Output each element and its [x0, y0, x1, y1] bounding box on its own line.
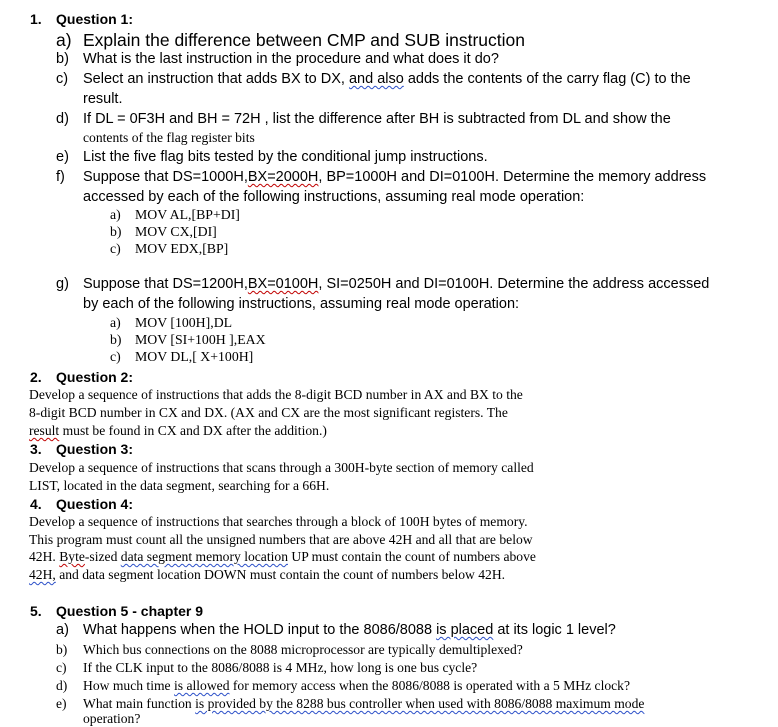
q1-f-marker: f) — [56, 169, 65, 185]
q1-e-marker: e) — [56, 149, 69, 165]
q1-f-text-marked: BX=2000H — [247, 169, 319, 185]
q1-item-f — [56, 169, 707, 185]
q2-line-1: Develop a sequence of instructions that adds the 8-digit BCD number in AX and BX to the — [29, 387, 523, 402]
q3-title: Question 3: — [56, 441, 134, 457]
q5-d-marker: d) — [56, 678, 68, 693]
q4-title: Question 4: — [56, 496, 134, 512]
q4-line-1: Develop a sequence of instructions that searches through a block of 100H bytes of memory. — [29, 514, 528, 529]
q1-c-text — [83, 71, 691, 87]
q1-g-sub-c-marker: c) — [110, 349, 121, 364]
q1-c-text-part3: adds the contents of the carry flag (C) to the — [403, 71, 691, 87]
q1-f-sub-c — [110, 241, 229, 257]
q5-item-e — [56, 696, 645, 712]
q5-e-marker: e) — [56, 696, 67, 711]
q1-f-sub-a-text: MOV AL,[BP+DI] — [135, 207, 240, 222]
q1-g-text — [83, 276, 709, 292]
q1-number: 1. — [30, 11, 42, 27]
q1-title: Question 1: — [56, 11, 134, 27]
q1-f-text-part3: , BP=1000H and DI=0100H. Determine the memory address — [318, 169, 707, 185]
q5-a-text-part1: What happens when the HOLD input to the 8086/8088 — [83, 622, 437, 638]
q1-c-text-part1: Select an instruction that adds BX to DX, — [83, 71, 349, 87]
q1-g-sub-c — [110, 349, 254, 365]
q1-g-marker: g) — [56, 276, 69, 292]
q1-c-text-marked: and also — [348, 71, 404, 87]
q4-line-3 — [29, 549, 536, 565]
q2-line-2: 8-digit BCD number in CX and DX. (AX and CX are the most significant registers. The — [29, 405, 508, 420]
q5-e-continuation: operation? — [83, 711, 141, 726]
q3-line-2: LIST, located in the data segment, searching for a 66H. — [29, 478, 330, 493]
q1-d-marker: d) — [56, 111, 69, 127]
q5-e-text — [83, 696, 644, 712]
q5-d-text-marked: is allowed — [174, 678, 230, 693]
q1-f-sub-c-marker: c) — [110, 241, 121, 256]
q1-g-sub-b — [110, 332, 266, 348]
q4-line-3-part3: -sized — [84, 549, 121, 564]
q1-e-text: List the five flag bits tested by the conditional jump instructions. — [83, 149, 488, 165]
q5-item-a — [56, 622, 616, 638]
q2-line-3-marked: result — [29, 423, 60, 438]
q1-f-sub-c-text: MOV EDX,[BP] — [135, 241, 229, 256]
q5-a-text-part3: at its logic 1 level? — [493, 622, 616, 638]
q1-c-continuation: result. — [83, 91, 123, 107]
q4-line-3-part5: UP must contain the count of numbers above — [288, 549, 536, 564]
q4-line-4-marked: 42H, — [29, 567, 56, 582]
q1-g-text-part3: , SI=0250H and DI=0100H. Determine the address accessed — [318, 276, 710, 292]
q5-c-text: If the CLK input to the 8086/8088 is 4 MHz, how long is one bus cycle? — [83, 660, 478, 675]
q5-b-marker: b) — [56, 642, 68, 657]
q1-g-sub-a-text: MOV [100H],DL — [135, 315, 233, 330]
q5-a-marker: a) — [56, 622, 69, 638]
q4-line-4 — [29, 567, 505, 583]
q2-number: 2. — [30, 369, 42, 385]
q4-line-2: This program must count all the unsigned numbers that are above 42H and all that are below — [29, 532, 533, 547]
q1-f-sub-b — [110, 224, 217, 240]
q1-b-marker: b) — [56, 51, 69, 67]
q5-a-text — [83, 622, 616, 638]
q2-line-3-rest: must be found in CX and DX after the addition.) — [59, 423, 327, 438]
q4-line-3-marked-1: Byte — [59, 549, 85, 564]
q1-g-sub-c-text: MOV DL,[ X+100H] — [135, 349, 254, 364]
q1-g-text-marked: BX=0100H — [247, 276, 319, 292]
q5-heading — [30, 603, 204, 619]
q1-g-sub-b-text: MOV [SI+100H ],EAX — [135, 332, 266, 347]
q5-d-text-part1: How much time — [83, 678, 174, 693]
q5-d-text-part3: for memory access when the 8086/8088 is operated with a 5 MHz clock? — [229, 678, 631, 693]
q1-f-sub-a-marker: a) — [110, 207, 121, 222]
q4-line-4-rest: and data segment location DOWN must contain the count of numbers below 42H. — [55, 567, 506, 582]
q1-a-marker: a) — [56, 30, 72, 50]
q1-c-marker: c) — [56, 71, 69, 87]
q5-c-marker: c) — [56, 660, 67, 675]
q1-item-g — [56, 276, 710, 292]
q1-heading — [30, 11, 134, 27]
q1-g-sub-a — [110, 315, 233, 331]
q5-d-text — [83, 678, 630, 694]
q1-g-text-part1: Suppose that DS=1200H, — [83, 276, 248, 292]
q1-a-text: Explain the difference between CMP and SUB instruction — [83, 30, 525, 50]
q5-e-text-marked: is provided by the 8288 bus controller when used with 8086/8088 maximum mode — [195, 696, 645, 711]
q4-number: 4. — [30, 496, 42, 512]
q1-d-continuation: contents of the flag register bits — [83, 130, 255, 145]
q1-item-c — [56, 71, 691, 87]
q4-line-3-part1: 42H. — [29, 549, 60, 564]
q1-g-sub-b-marker: b) — [110, 332, 122, 347]
q1-item-b — [56, 51, 499, 67]
q2-heading — [30, 369, 134, 385]
q2-line-3 — [29, 423, 327, 439]
q3-heading — [30, 441, 134, 457]
q5-a-text-marked: is placed — [436, 622, 494, 638]
q2-title: Question 2: — [56, 369, 134, 385]
q1-f-sub-a — [110, 207, 240, 223]
q1-item-e — [56, 149, 488, 165]
q1-f-continuation: accessed by each of the following instructions, assuming real mode operation: — [83, 189, 585, 205]
q4-heading — [30, 496, 134, 512]
q5-item-c — [56, 660, 478, 676]
q1-g-sub-a-marker: a) — [110, 315, 121, 330]
q1-f-text — [83, 169, 706, 185]
q1-f-sub-b-text: MOV CX,[DI] — [135, 224, 217, 239]
q1-b-text: What is the last instruction in the procedure and what does it do? — [83, 51, 499, 67]
q5-number: 5. — [30, 603, 42, 619]
q5-b-text: Which bus connections on the 8088 microprocessor are typically demultiplexed? — [83, 642, 523, 657]
q1-f-text-part1: Suppose that DS=1000H, — [83, 169, 248, 185]
q1-f-sub-b-marker: b) — [110, 224, 122, 239]
q4-line-3-marked-2: data segment memory location — [120, 549, 288, 564]
q1-g-continuation: by each of the following instructions, assuming real mode operation: — [83, 296, 520, 312]
q1-item-d — [56, 111, 671, 127]
q3-number: 3. — [30, 441, 42, 457]
q5-e-text-part1: What main function — [83, 696, 196, 711]
q3-line-1: Develop a sequence of instructions that scans through a 300H-byte section of memory called — [29, 460, 534, 475]
q1-item-a — [56, 30, 525, 51]
q5-title: Question 5 - chapter 9 — [56, 603, 204, 619]
q5-item-d — [56, 678, 631, 694]
q5-item-b — [56, 642, 523, 658]
q1-d-text: If DL = 0F3H and BH = 72H , list the difference after BH is subtracted from DL and show the — [83, 111, 671, 127]
